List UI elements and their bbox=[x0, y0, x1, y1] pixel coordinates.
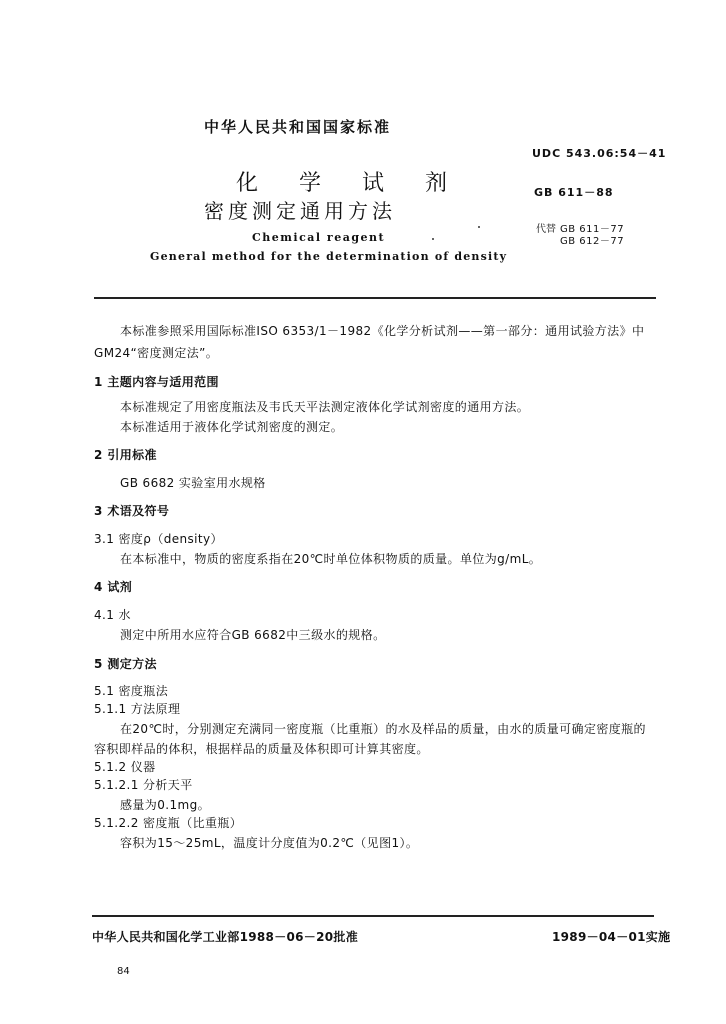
standard-number: GB 611－88 bbox=[534, 186, 614, 199]
replaces-standard-2: GB 612－77 bbox=[560, 236, 625, 247]
replaces-standard-1: GB 611－77 bbox=[560, 224, 625, 235]
section-3-1-para: 在本标准中，物质的密度系指在20℃时单位体积物质的质量。单位为g/mL。 bbox=[120, 552, 542, 566]
title-cn-line1: 化 学 试 剂 bbox=[236, 171, 464, 196]
section-2-heading: 2 引用标准 bbox=[94, 448, 157, 462]
approval-statement: 中华人民共和国化学工业部1988－06－20批准 bbox=[92, 930, 358, 944]
intro-line-1: 本标准参照采用国际标准ISO 6353/1－1982《化学分析试剂——第一部分：通用试验方法》中 bbox=[120, 324, 645, 338]
title-en-line1: Chemical reagent bbox=[252, 231, 386, 244]
scan-speck bbox=[478, 226, 480, 228]
issuing-authority: 中华人民共和国国家标准 bbox=[204, 118, 392, 136]
implementation-date: 1989－04－01实施 bbox=[552, 930, 671, 944]
section-3-1-heading: 3.1 密度ρ（density） bbox=[94, 532, 223, 546]
section-4-1-para: 测定中所用水应符合GB 6682中三级水的规格。 bbox=[120, 628, 386, 642]
intro-line-2: GM24“密度测定法”。 bbox=[94, 346, 219, 360]
title-cn-line2: 密度测定通用方法 bbox=[204, 199, 396, 223]
section-5-1-1-para-2: 容积即样品的体积，根据样品的质量及体积即可计算其密度。 bbox=[94, 742, 429, 756]
scan-speck bbox=[432, 238, 434, 240]
page-number: 84 bbox=[117, 966, 130, 977]
section-3-heading: 3 术语及符号 bbox=[94, 504, 170, 518]
section-5-1-1-para-1: 在20℃时，分别测定充满同一密度瓶（比重瓶）的水及样品的质量，由水的质量可确定密度瓶的 bbox=[120, 722, 646, 736]
section-5-1-2-1-heading: 5.1.2.1 分析天平 bbox=[94, 778, 193, 792]
section-1-heading: 1 主题内容与适用范围 bbox=[94, 375, 219, 389]
udc-code: UDC 543.06:54－41 bbox=[532, 147, 667, 160]
section-2-para-1: GB 6682 实验室用水规格 bbox=[120, 476, 266, 490]
replaces-label: 代替 bbox=[536, 224, 556, 235]
section-4-1-heading: 4.1 水 bbox=[94, 608, 131, 622]
section-5-1-1-heading: 5.1.1 方法原理 bbox=[94, 702, 181, 716]
section-1-para-1: 本标准规定了用密度瓶法及韦氏天平法测定液体化学试剂密度的通用方法。 bbox=[120, 400, 530, 414]
section-5-heading: 5 测定方法 bbox=[94, 657, 157, 671]
section-5-1-2-1-para: 感量为0.1mg。 bbox=[120, 798, 210, 812]
section-5-1-heading: 5.1 密度瓶法 bbox=[94, 684, 169, 698]
section-1-para-2: 本标准适用于液体化学试剂密度的测定。 bbox=[120, 420, 344, 434]
section-5-1-2-2-para: 容积为15～25mL，温度计分度值为0.2℃（见图1）。 bbox=[120, 836, 419, 850]
section-5-1-2-2-heading: 5.1.2.2 密度瓶（比重瓶） bbox=[94, 816, 243, 830]
footer-divider bbox=[92, 915, 654, 917]
section-4-heading: 4 试剂 bbox=[94, 580, 133, 594]
header-divider bbox=[94, 297, 656, 299]
section-5-1-2-heading: 5.1.2 仪器 bbox=[94, 760, 156, 774]
title-en-line2: General method for the determination of density bbox=[150, 250, 508, 263]
